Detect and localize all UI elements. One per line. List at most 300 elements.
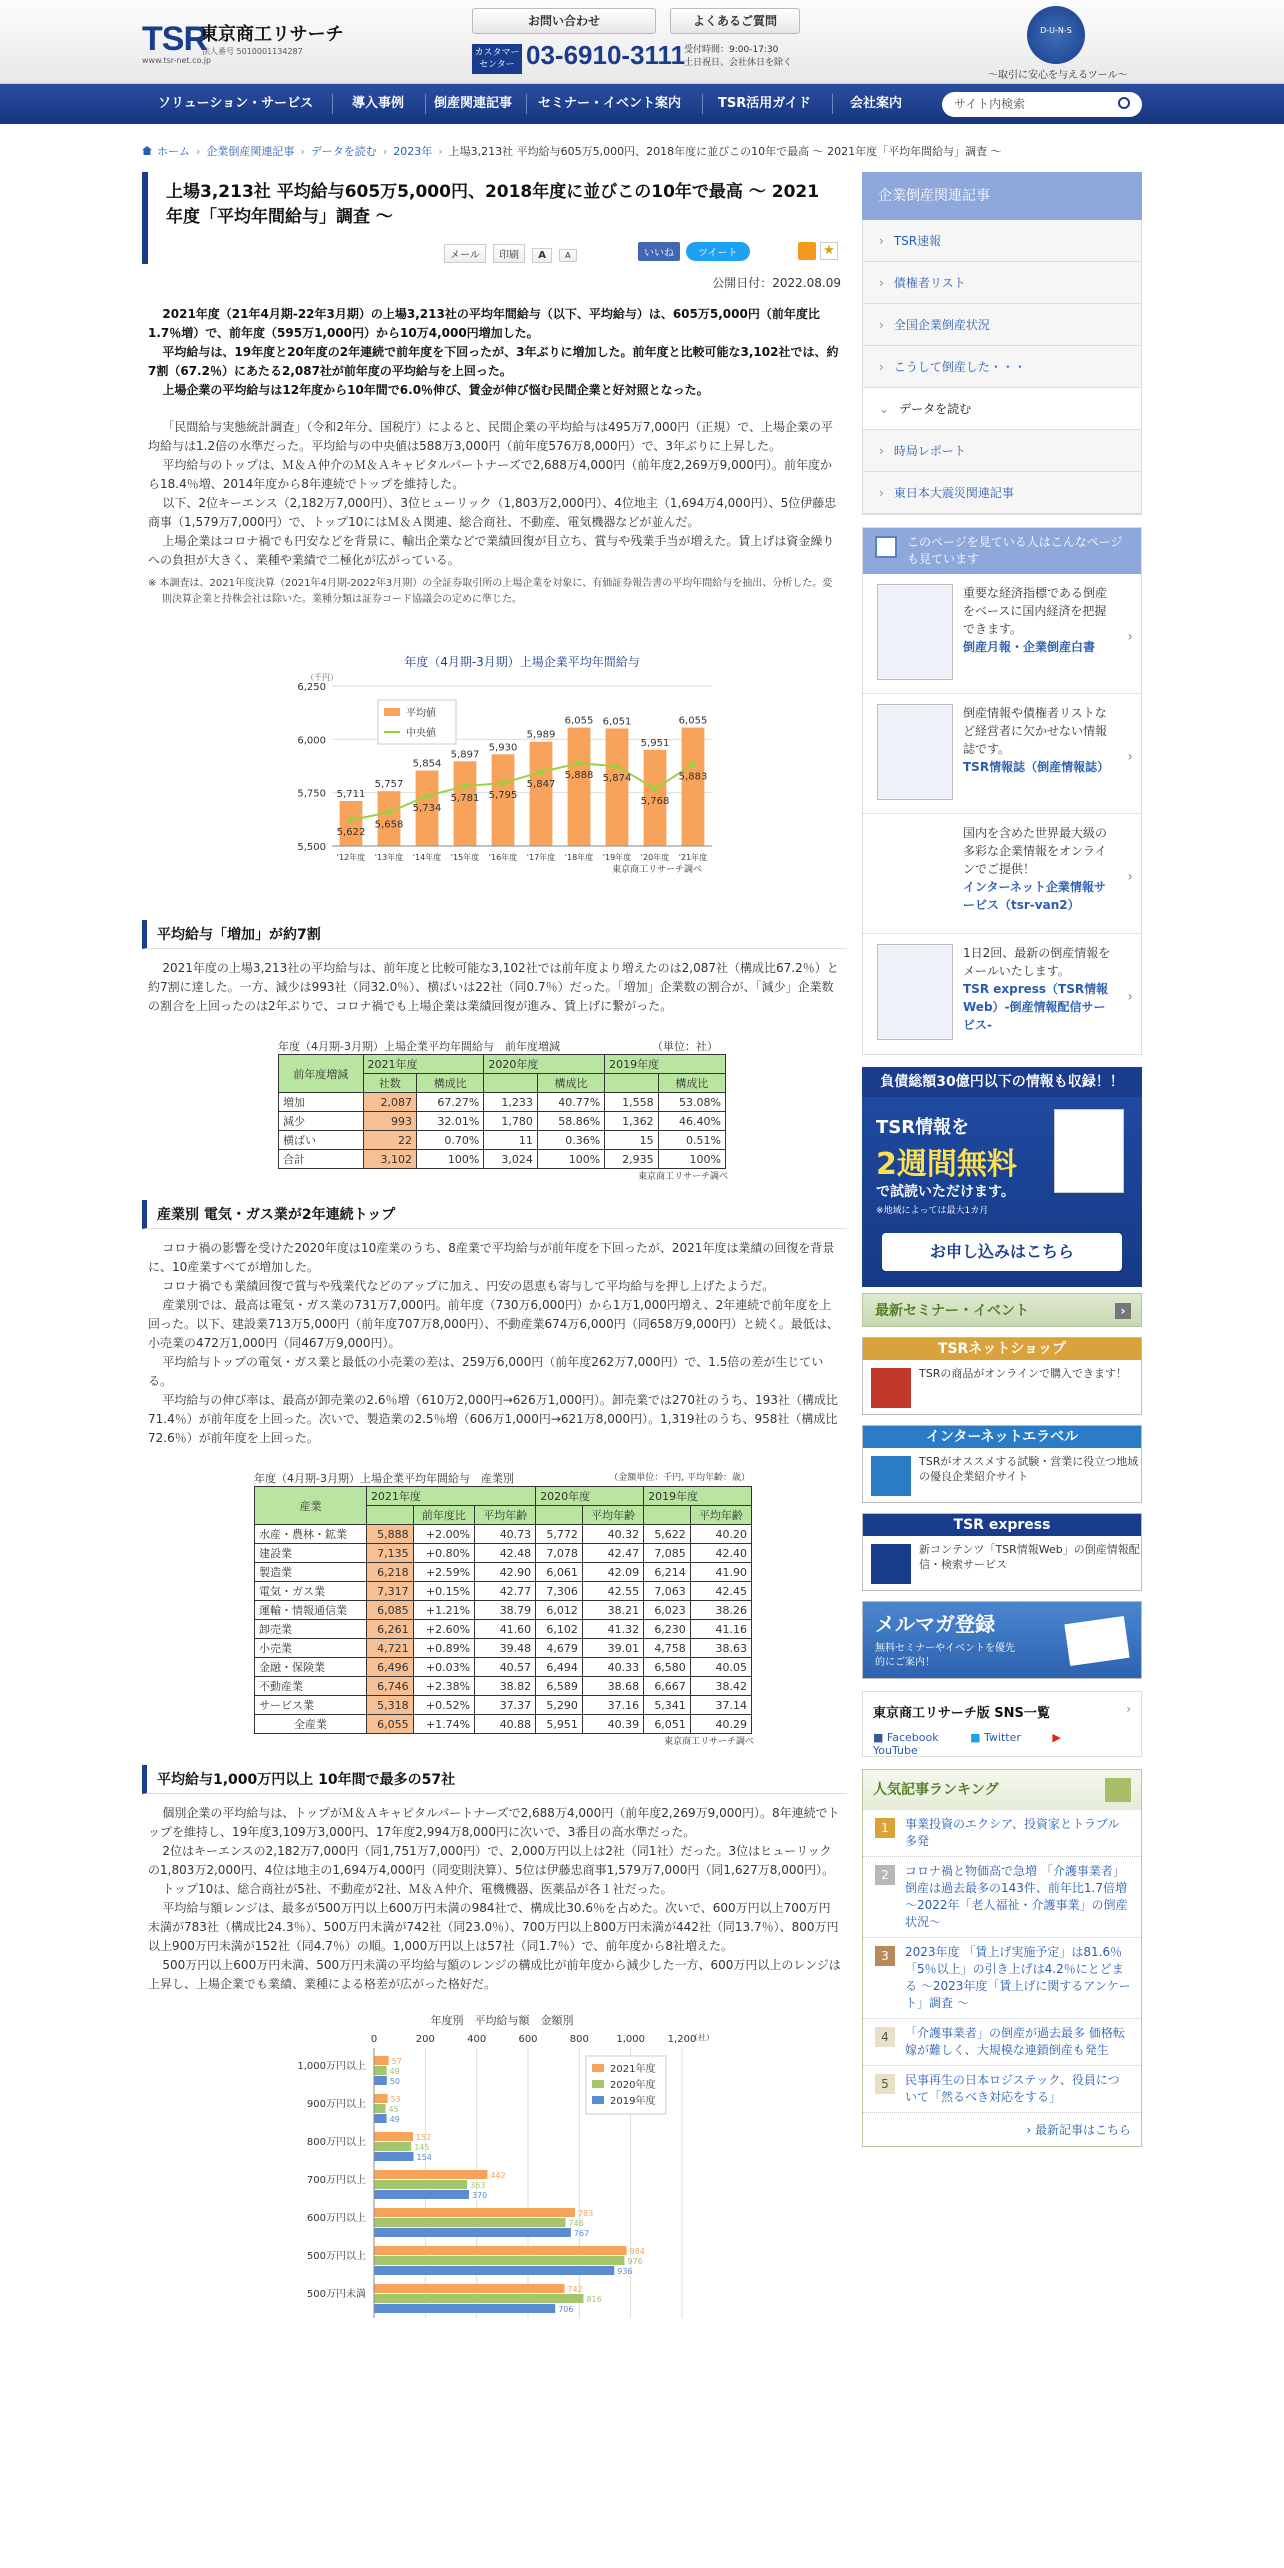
ranking-item[interactable] [863, 1810, 1141, 1857]
nav-divider [425, 94, 426, 114]
median-value-label: 5,883 [678, 771, 708, 783]
trial-banner[interactable] [862, 1067, 1142, 1287]
bar [606, 728, 629, 846]
sidebar-item-label: 東日本大震災関連記事 [893, 486, 1014, 500]
recommendations-title: このページを見ている人はこんなページも見ています [907, 535, 1123, 566]
table-cell: 40.20 [690, 1525, 751, 1544]
rank-number: 4 [875, 2027, 895, 2047]
table-cell: 39.01 [582, 1639, 643, 1658]
legend-label-mean: 平均値 [406, 708, 436, 719]
express-heading: TSR express [863, 1514, 1141, 1536]
table-header: 産業 [255, 1487, 367, 1525]
mail-button[interactable]: メール [444, 244, 486, 263]
bar-value-label: 154 [416, 2153, 432, 2162]
y-tick-label: 5,750 [297, 788, 326, 800]
ranking-title: 人気記事ランキング [873, 1782, 999, 1798]
x-tick-label: 0 [370, 2034, 378, 2045]
sidebar-menu [862, 220, 1142, 515]
elabel-heading: インターネットエラベル [863, 1426, 1141, 1448]
x-tick-label: '16年度 [488, 853, 518, 862]
section-body [148, 1804, 841, 1994]
body-paragraph: 平均給与トップの電気・ガス業と最低の小売業の差は、259万6,000円（前年度262万7,000円）で、1.5倍の差が生じている。 [148, 1355, 824, 1388]
table-row [255, 1715, 752, 1734]
ranking-link[interactable]: 「介護事業者」の倒産が過去最多 価格転嫁が難しく、大規模な連鎖倒産も発生 [905, 2026, 1125, 2057]
table-cell: +2.59% [413, 1563, 474, 1582]
median-point [652, 786, 658, 792]
nav-cases[interactable]: 導入事例 [352, 96, 405, 111]
table-subheader: 構成比 [417, 1074, 484, 1093]
table-cell: 6,261 [366, 1620, 413, 1639]
x-tick-label: 400 [467, 2034, 487, 2045]
salary-trend-chart [142, 622, 847, 902]
table-cell: 100% [658, 1150, 725, 1169]
bar [374, 2228, 571, 2237]
breadcrumb-home[interactable]: ホーム [157, 145, 190, 158]
bar [374, 2076, 387, 2085]
table-source: 東京商工リサーチ調べ [638, 1172, 728, 1182]
table-cell: 41.32 [582, 1620, 643, 1639]
table-cell: 4,721 [366, 1639, 413, 1658]
lead-paragraph: 上場企業の平均給与は12年度から10年間で6.0％伸び、賃金が伸び悩む民間企業と好対照となった。 [162, 383, 709, 397]
chevron-right-icon: › [1127, 749, 1133, 765]
table-cell: 32.01% [417, 1112, 484, 1131]
x-tick-label: 800 [569, 2034, 589, 2045]
bar-value-label: 6,051 [602, 716, 632, 728]
table-cell: 7,135 [366, 1544, 413, 1563]
sidebar-item-creditors[interactable] [863, 262, 1141, 304]
facebook-label: Facebook [886, 1731, 939, 1744]
table-cell: 7,085 [644, 1544, 691, 1563]
section-body [148, 1239, 841, 1448]
bar-value-label: 49 [389, 2115, 400, 2124]
table-cell: 6,667 [644, 1677, 691, 1696]
chevron-right-icon: › [1127, 989, 1133, 1005]
bookmark-star-icon[interactable]: ★ [820, 242, 838, 260]
table-cell: 水産・農林・鉱業 [255, 1525, 367, 1544]
x-tick-label: '13年度 [374, 853, 404, 862]
tweet-button[interactable]: ツイート [686, 242, 750, 261]
bar [374, 2208, 575, 2217]
bar [374, 2218, 565, 2227]
bar [374, 2266, 614, 2275]
table-cell: 67.27% [417, 1093, 484, 1112]
bar [374, 2056, 389, 2065]
bar [374, 2094, 388, 2103]
median-value-label: 5,658 [374, 819, 404, 831]
table-cell: 42.45 [690, 1582, 751, 1601]
nav-bankruptcy[interactable]: 倒産関連記事 [434, 96, 513, 111]
table-cell: 38.63 [690, 1639, 751, 1658]
survey-note: ※ 本調査は、2021年度決算（2021年4月期-2022年3月期）の全証券取引所の上場企業を対象に、有価証券報告書の平均年間給与を抽出、分析した。変則決算企業と持株会社は除いた。業種分類は証券コード協議会の定めに準じた。 [148, 578, 833, 605]
table-header: 2020年度 [536, 1487, 644, 1506]
table-cell: 2,087 [363, 1093, 417, 1112]
table-cell: 38.42 [690, 1677, 751, 1696]
sidebar-item-label: データを読む [899, 402, 972, 416]
ranking-item[interactable] [863, 2066, 1141, 2113]
table-cell: 6,218 [366, 1563, 413, 1582]
mailmag-text: 無料セミナーやイベントを優先的にご案内！ [875, 1643, 1015, 1668]
phone-number: 03-6910-3111 [526, 40, 686, 70]
logo-url: www.tsr-net.co.jp [142, 56, 212, 65]
mailmag-heading: メルマガ登録 [875, 1612, 995, 1636]
tagline: 〜取引に安心を与えるツール〜 [988, 70, 1128, 81]
bar-value-label: 5,897 [450, 749, 480, 761]
nav-divider [332, 94, 333, 114]
table-subheader: 平均年齢 [475, 1506, 536, 1525]
bar-value-label: 976 [627, 2257, 643, 2266]
table-cell: 6,051 [644, 1715, 691, 1734]
table-header: 前年度増減 [279, 1055, 364, 1093]
body-paragraph: コロナ禍でも業績回復で賞与や残業代などのアップに加え、円安の恩恵も寄与して平均給与を押し上げたようだ。 [162, 1279, 775, 1293]
table-cell: 6,085 [366, 1601, 413, 1620]
table-cell: 40.29 [690, 1715, 751, 1734]
nav-divider [702, 94, 703, 114]
rss-icon[interactable] [798, 242, 816, 260]
search-placeholder: サイト内検索 [954, 97, 1026, 111]
bar-value-label: 936 [617, 2267, 633, 2276]
ranking-link[interactable]: コロナ禍と物価高で急増 「介護事業者」倒産は過去最多の143件、前年比1.7倍増 ～2022年「老人福祉・介護事業」の倒産状況～ [905, 1864, 1128, 1929]
section-heading: 平均給与1,000万円以上 10年間で最多の57社 [142, 1765, 847, 1794]
table-cell: +0.52% [413, 1696, 474, 1715]
body-paragraph: 「民間給与実態統計調査」（令和2年分、国税庁）によると、民間企業の平均給与は495万7,000円（正規）で、上場企業の平均給与は1.2倍の水準だった。平均給与の中央値は588万3,000円（前年度576万8,000円）で、3年ぶりに上昇した。 [148, 420, 834, 453]
mailmag-banner[interactable] [862, 1601, 1142, 1679]
table-subheader [605, 1074, 659, 1093]
median-value-label: 5,847 [526, 778, 556, 790]
bar-value-label: 442 [490, 2171, 506, 2180]
y-tick-label: 6,000 [297, 735, 326, 747]
search-input[interactable] [942, 92, 1142, 117]
table-cell: 39.48 [475, 1639, 536, 1658]
salary-range-chart [142, 2012, 847, 2332]
table-cell: 7,306 [536, 1582, 583, 1601]
median-point [348, 817, 354, 823]
elabel-banner[interactable] [862, 1425, 1142, 1503]
ranking-item[interactable] [863, 1938, 1141, 2019]
bar [374, 2114, 387, 2123]
table-cell: 6,214 [644, 1563, 691, 1582]
chevron-right-icon: › [1115, 1303, 1131, 1319]
table-cell: 5,951 [536, 1715, 583, 1734]
reco-item[interactable] [863, 574, 1141, 694]
x-tick-label: '14年度 [412, 853, 442, 862]
table-cell: 38.68 [582, 1677, 643, 1696]
reco-text: 重要な経済指標である倒産をベースに国内経済を把握できます。 [963, 586, 1108, 636]
bar-value-label: 363 [470, 2181, 486, 2190]
table-cell: 40.77% [537, 1093, 604, 1112]
median-value-label: 5,768 [640, 795, 670, 807]
body-paragraph: 上場企業はコロナ禍でも円安などを背景に、輸出企業などで業績回復が目立ち、賞与や残業手当が増えた。賃上げは資金繰りへの負担が大きく、業種や業績で二極化が広がっている。 [148, 534, 835, 567]
table-row [255, 1620, 752, 1639]
table-cell: 卸売業 [255, 1620, 367, 1639]
table-subheader: 社数 [363, 1074, 417, 1093]
table-cell: 41.16 [690, 1620, 751, 1639]
bar [374, 2256, 625, 2265]
table-cell: 0.70% [417, 1131, 484, 1150]
nav-guide[interactable]: TSR活用ガイド [718, 96, 811, 111]
bar [682, 728, 705, 846]
elabel-text: TSRがオススメする試験・営業に役立つ地域の優良企業紹介サイト [919, 1455, 1139, 1483]
table-header: 2021年度 [366, 1487, 535, 1506]
table-cell: 42.77 [475, 1582, 536, 1601]
table-cell: 42.47 [582, 1544, 643, 1563]
bar [374, 2294, 583, 2303]
express-banner[interactable] [862, 1513, 1142, 1591]
reco-text: 国内を含めた世界最大級の多彩な企業情報をオンラインでご提供！ [963, 826, 1108, 876]
ranking-item[interactable] [863, 1857, 1141, 1938]
legend-swatch [592, 2064, 604, 2072]
table-subheader: 平均年齢 [690, 1506, 751, 1525]
bar-value-label: 5,989 [526, 729, 556, 741]
contact-button[interactable]: お問い合わせ [472, 8, 656, 34]
nav-seminar[interactable]: セミナー・イベント案内 [538, 96, 682, 111]
table-row [255, 1563, 752, 1582]
breadcrumb-data[interactable]: データを読む [310, 145, 377, 158]
table-cell: 0.36% [537, 1131, 604, 1150]
reco-text: 1日2回、最新の倒産情報をメールいたします。 [963, 946, 1111, 978]
table-cell: 40.39 [582, 1715, 643, 1734]
bar [374, 2304, 555, 2313]
bar-value-label: 746 [568, 2219, 584, 2228]
table-cell: 42.09 [582, 1563, 643, 1582]
bar-value-label: 370 [471, 2191, 488, 2200]
sidebar-heading: 企業倒産関連記事 [862, 172, 1142, 220]
netshop-banner[interactable] [862, 1337, 1142, 1415]
bar-value-label: 5,854 [412, 758, 442, 770]
bar [374, 2142, 411, 2151]
table-cell: 40.32 [582, 1525, 643, 1544]
reco-item[interactable] [863, 694, 1141, 814]
chevron-right-icon: › [879, 444, 884, 458]
ranking-link[interactable]: 民事再生の日本ロジステック、役員について「然るべき対応をする」 [905, 2073, 1120, 2104]
reco-item[interactable] [863, 934, 1141, 1054]
ranking-item[interactable] [863, 2019, 1141, 2066]
table-cell: 6,589 [536, 1677, 583, 1696]
y-tick-label: 500万円未満 [306, 2289, 366, 2300]
table-cell: 1,558 [605, 1093, 659, 1112]
median-value-label: 5,795 [488, 790, 518, 802]
breadcrumb-separator: › [196, 145, 201, 158]
breadcrumb-bankruptcy[interactable]: 企業倒産関連記事 [206, 145, 295, 158]
faq-button[interactable]: よくあるご質問 [670, 8, 800, 34]
nav-divider [526, 94, 527, 114]
netshop-heading: TSRネットショップ [863, 1338, 1141, 1360]
youtube-label: YouTube [873, 1744, 918, 1757]
recommendations-heading [863, 528, 1141, 574]
y-tick-label: 5,500 [297, 842, 326, 853]
table-cell: 合計 [279, 1150, 364, 1169]
article-title: 上場3,213社 平均給与605万5,000円、2018年度に並びこの10年で最高 ～ 2021年度「平均年間給与」調査 ～ [166, 182, 820, 227]
ranking [862, 1769, 1142, 2147]
table-cell: 2,935 [605, 1150, 659, 1169]
ranking-more-link[interactable]: › 最新記事はこちら [1026, 2123, 1131, 2137]
sidebar-item-flash[interactable] [863, 220, 1141, 262]
ranking-more-label: 最新記事はこちら [1034, 2123, 1131, 2137]
corp-name[interactable]: 東京商工リサーチ [200, 24, 344, 45]
table-cell: 42.90 [475, 1563, 536, 1582]
legend-label: 2021年度 [610, 2064, 656, 2075]
seminar-label: 最新セミナー・イベント [875, 1303, 1029, 1319]
reco-link[interactable]: TSR express（TSR情報Web）-倒産情報配信サービス- [963, 982, 1109, 1032]
x-tick-label: 200 [415, 2034, 435, 2045]
chevron-right-icon: › [879, 276, 884, 290]
twitter-label: Twitter [984, 1731, 1021, 1744]
bar [374, 2066, 387, 2075]
table-cell: 3,102 [363, 1150, 417, 1169]
bar [374, 2152, 414, 2161]
median-point [538, 769, 544, 775]
table-cell: 5,888 [366, 1525, 413, 1544]
table-cell: 40.88 [475, 1715, 536, 1734]
median-point [386, 809, 392, 815]
reco-link[interactable]: 倒産月報・企業倒産白書 [963, 640, 1096, 654]
table-row [255, 1677, 752, 1696]
ranking-link[interactable]: 2023年度 「賃上げ実施予定」は81.6％ 「5％以上」の引き上げは4.2％にとどまる ～2023年度「賃上げに関するアンケート」調査 ～ [905, 1945, 1131, 2010]
font-large-button[interactable]: A [532, 248, 552, 263]
sidebar-item-label: TSR速報 [893, 234, 942, 248]
table-subheader [644, 1506, 691, 1525]
table-header: 2021年度 [363, 1055, 484, 1074]
legend-swatch [592, 2080, 604, 2088]
table-cell: 993 [363, 1112, 417, 1131]
facebook-like-button[interactable]: いいね [638, 242, 680, 261]
seminar-banner[interactable] [862, 1293, 1142, 1327]
tsr-van2-logo [877, 844, 953, 884]
table-cell: 6,494 [536, 1658, 583, 1677]
table-unit: （金額単位：千円, 平均年齢：歳） [609, 1473, 750, 1483]
table-cell: 5,341 [644, 1696, 691, 1715]
article-body [148, 418, 841, 570]
table-cell: 37.16 [582, 1696, 643, 1715]
table-cell: 全産業 [255, 1715, 367, 1734]
table-row [279, 1150, 726, 1169]
bar [374, 2104, 386, 2113]
y-tick-label: 6,250 [297, 682, 326, 693]
table-caption [254, 1470, 754, 1486]
duns-badge[interactable]: D-U-N-S [1027, 6, 1085, 64]
elabel-icon [871, 1456, 911, 1496]
table-cell: 1,780 [484, 1112, 538, 1131]
salary-trend-chart-svg [142, 622, 847, 902]
trial-line-4: ※地域によっては最大1カ月 [876, 1206, 989, 1216]
breadcrumb-current: 上場3,213社 平均給与605万5,000円、2018年度に並びこの10年で最高 ～ 2021年度「平均年間給与」調査 ～ [448, 145, 1002, 158]
x-tick-label: '21年度 [678, 853, 708, 862]
search-icon[interactable] [1118, 97, 1130, 109]
industry-table [254, 1486, 752, 1734]
bar-value-label: 45 [388, 2105, 399, 2114]
table-subheader: 構成比 [537, 1074, 604, 1093]
article-tools [444, 244, 581, 263]
reco-link[interactable]: インターネット企業情報サービス（tsr-van2） [963, 880, 1106, 912]
lead-paragraph: 平均給与は、19年度と20年度の2年連続で前年度を下回ったが、3年ぶりに増加した。前年度と比較可能な3,102社では、約7割（67.2％）にあたる2,087社が前年度の平均給与を上回った。 [148, 345, 839, 378]
table-cell: 運輸・情報通信業 [255, 1601, 367, 1620]
font-small-button[interactable]: A [559, 249, 576, 262]
table-cell: 0.51% [658, 1131, 725, 1150]
table-cell: 製造業 [255, 1563, 367, 1582]
tsr-logo[interactable]: TSR [142, 20, 207, 58]
facebook-link[interactable] [873, 1731, 953, 1744]
sns-box [862, 1691, 1142, 1757]
bar-value-label: 49 [389, 2067, 400, 2076]
legend-swatch [592, 2096, 604, 2104]
table-cell: 40.57 [475, 1658, 536, 1677]
sidebar-item-report[interactable] [863, 430, 1141, 472]
bar [374, 2170, 487, 2179]
book-thumbnail [877, 584, 953, 680]
table-cell: 37.14 [690, 1696, 751, 1715]
table-unit: （単位：社） [652, 1040, 718, 1053]
median-value-label: 5,622 [336, 826, 366, 838]
table-cell: 53.08% [658, 1093, 725, 1112]
table-cell: 1,233 [484, 1093, 538, 1112]
median-point [576, 760, 582, 766]
nav-solutions[interactable]: ソリューション・サービス [158, 96, 314, 111]
table-row [279, 1093, 726, 1112]
sidebar-item-label: 債権者リスト [893, 276, 966, 290]
table-cell: +2.00% [413, 1525, 474, 1544]
table-cell: 4,758 [644, 1639, 691, 1658]
reco-item[interactable] [863, 814, 1141, 934]
table-cell: 7,063 [644, 1582, 691, 1601]
sidebar-item-data[interactable] [863, 388, 1141, 430]
table-row [279, 1112, 726, 1131]
print-button[interactable]: 印刷 [493, 244, 525, 263]
twitter-link[interactable] [970, 1731, 1035, 1744]
table-cell: 6,496 [366, 1658, 413, 1677]
recommendations [862, 527, 1142, 1055]
table-cell: 6,230 [644, 1620, 691, 1639]
rank-number: 2 [875, 1865, 895, 1885]
median-point [424, 793, 430, 799]
reco-link[interactable]: TSR情報誌（倒産情報誌） [963, 760, 1110, 774]
sidebar-item-earthquake[interactable] [863, 472, 1141, 514]
sidebar-item-stories[interactable] [863, 346, 1141, 388]
sidebar-item-national[interactable] [863, 304, 1141, 346]
x-tick-label: '18年度 [564, 853, 594, 862]
x-tick-label: 1,200 [667, 2034, 697, 2045]
breadcrumb-separator: › [300, 145, 305, 158]
phone-thumbnail [877, 944, 953, 1040]
table-row [255, 1525, 752, 1544]
netshop-text: TSRの商品がオンラインで購入できます！ [919, 1367, 1128, 1380]
table-cell: 5,622 [644, 1525, 691, 1544]
breadcrumb-year[interactable]: 2023年 [393, 145, 433, 158]
table-cell: 5,772 [536, 1525, 583, 1544]
table-cell: +1.21% [413, 1601, 474, 1620]
apply-button[interactable]: お申し込みはこちら [882, 1233, 1122, 1271]
table-cell: +2.60% [413, 1620, 474, 1639]
median-value-label: 5,734 [412, 803, 442, 815]
express-text: 新コンテンツ「TSR情報Web」の倒産情報配信・検索サービス [919, 1543, 1140, 1571]
body-paragraph: 2021年度の上場3,213社の平均給与は、前年度と比較可能な3,102社では前年度より増えたのは2,087社（構成比67.2％）と約7割に達した。一方、減少は993社（同32.0％）、横ばいは22社（同0.7％）だった。「増加」企業数の割合が、「減少」企業数の割合を上回ったのは2年ぶりで、コロナ禍でも上場企業は業績回復が進み、賃上げに繋がった。 [148, 961, 839, 1013]
bar [374, 2284, 564, 2293]
bar-value-label: 783 [577, 2209, 594, 2218]
body-paragraph: 500万円以上600万円未満、500万円未満の平均給与額のレンジの構成比が前年度から減少した一方、600万円以上のレンジは上昇し、上場企業でも業績、業種による格差が広がった格好だ。 [148, 1958, 841, 1991]
y-tick-label: 600万円以上 [306, 2213, 366, 2224]
sidebar-item-label: こうして倒産した・・・ [893, 360, 1026, 374]
table-cell: 不動産業 [255, 1677, 367, 1696]
body-paragraph: 平均給与の伸び率は、最高が卸売業の2.6％増（610万2,000円→626万1,000円）。卸売業では270社のうち、193社（構成比71.4％）が前年度を上回った。次いで、製造業の2.5％増（606万1,000円→621万8,000円）。1,319社のうち、958社（構成比72.6％）が前年度を上回った。 [148, 1393, 838, 1445]
table-cell: 横ばい [279, 1131, 364, 1150]
nav-company[interactable]: 会社案内 [850, 96, 903, 111]
chevron-right-icon: › [1127, 869, 1133, 885]
table-subheader [484, 1074, 538, 1093]
table-cell: 15 [605, 1131, 659, 1150]
table-row [255, 1601, 752, 1620]
table-cell: 建設業 [255, 1544, 367, 1563]
ranking-link[interactable]: 事業投資のエクシア、投資家とトラブル多発 [905, 1817, 1120, 1848]
magazine-thumbnail [877, 704, 953, 800]
table-cell: 40.73 [475, 1525, 536, 1544]
